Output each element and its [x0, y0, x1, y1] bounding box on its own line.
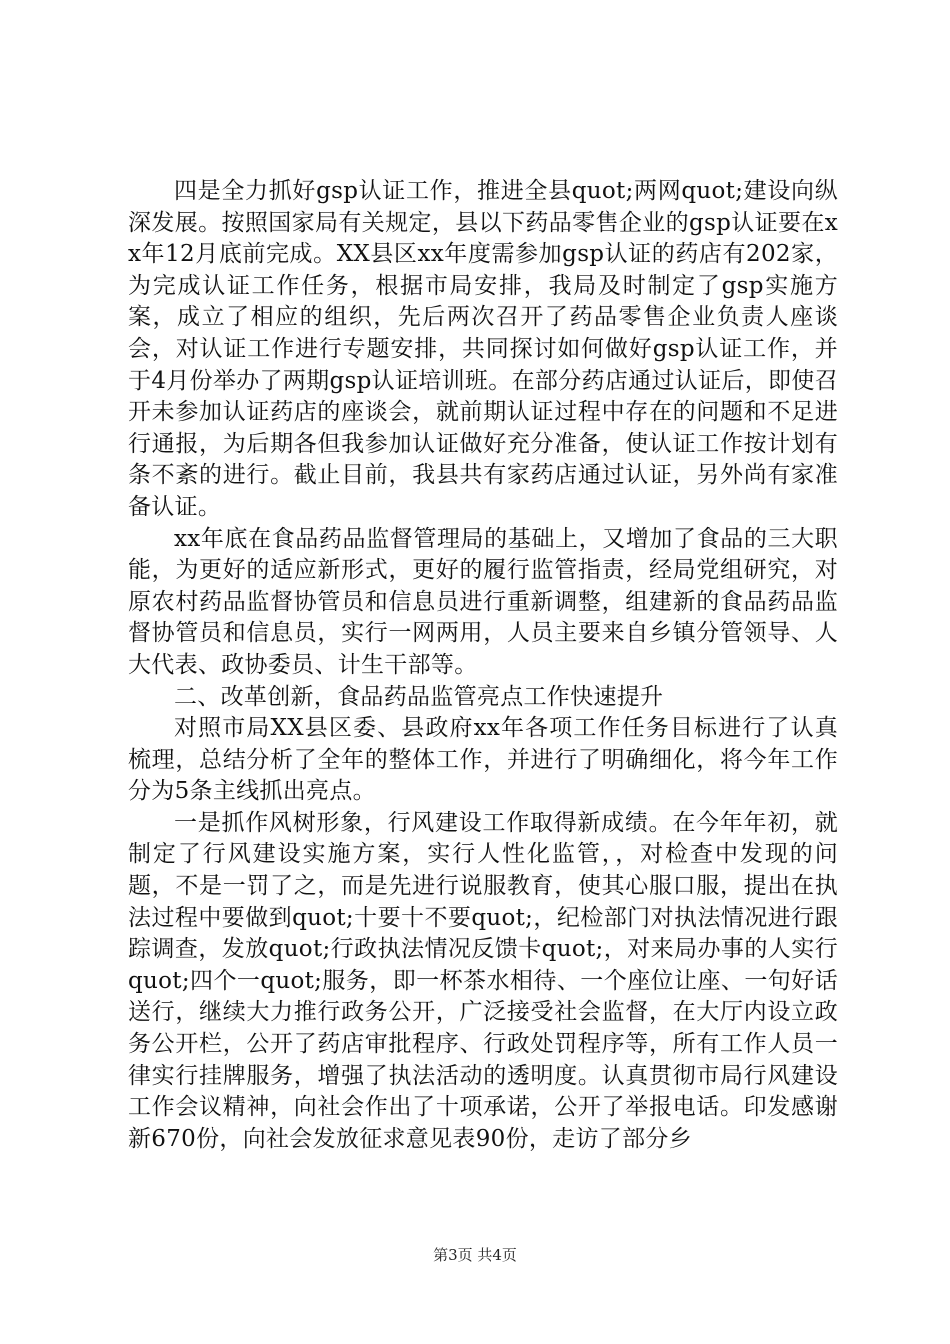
paragraph-work-targets: 对照市局XX县区委、县政府xx年各项工作任务目标进行了认真梳理，总结分析了全年的整体工作，并进行了明确细化，将今年工作分为5条主线抓出亮点。 [128, 715, 838, 805]
paragraph-conduct-building: 一是抓作风树形象，行风建设工作取得新成绩。在今年年初，就制定了行风建设实施方案，实行人性化监管，，对检查中发现的问题，不是一罚了之，而是先进行说服教育，使其心服口服，提出在执法过程中要做到quot;十要十不要quot;，纪检部门对执法情况进行跟踪调查，发放quot;行政执法情况反馈卡quot;，对来局办事的人实行quot;四个一quot;服务，即一杯茶水相待、一个座位让座、一句好话送行，继续大力推行政务公开，广泛接受社会监督，在大厅内设立政务公开栏，公开了药店审批程序、行政处罚程序等，所有工作人员一律实行挂牌服务，增强了执法活动的透明度。认真贯彻市局行风建设工作会议精神，向社会作出了十项承诺，公开了举报电话。印发感谢新670份，向社会发放征求意见表90份，走访了部分乡 [128, 809, 838, 1152]
page-number-footer: 第3页 共4页 [433, 1246, 517, 1264]
document-body [128, 176, 838, 1155]
section-heading-reform: 二、改革创新，食品药品监管亮点工作快速提升 [174, 683, 664, 710]
paragraph-food-functions: xx年底在食品药品监督管理局的基础上，又增加了食品的三大职能，为更好的适应新形式，更好的履行监管指责，经局党组研究，对原农村药品监督协管员和信息员进行重新调整，组建新的食品药品监督协管员和信息员，实行一网两用，人员主要来自乡镇分管领导、人大代表、政协委员、计生干部等。 [128, 525, 838, 678]
paragraph-gsp-certification: 四是全力抓好gsp认证工作，推进全县quot;两网quot;建设向纵深发展。按照国家局有关规定，县以下药品零售企业的gsp认证要在xx年12月底前完成。XX县区xx年度需参加gsp认证的药店有202家，为完成认证工作任务，根据市局安排，我局及时制定了gsp实施方案，成立了相应的组织，先后两次召开了药品零售企业负责人座谈会，对认证工作进行专题安排，共同探讨如何做好gsp认证工作，并于4月份举办了两期gsp认证培训班。在部分药店通过认证后，即使召开未参加认证药店的座谈会，就前期认证过程中存在的问题和不足进行通报，为后期各但我参加认证做好充分准备，使认证工作按计划有条不紊的进行。截止目前，我县共有家药店通过认证，另外尚有家准备认证。 [128, 178, 838, 520]
